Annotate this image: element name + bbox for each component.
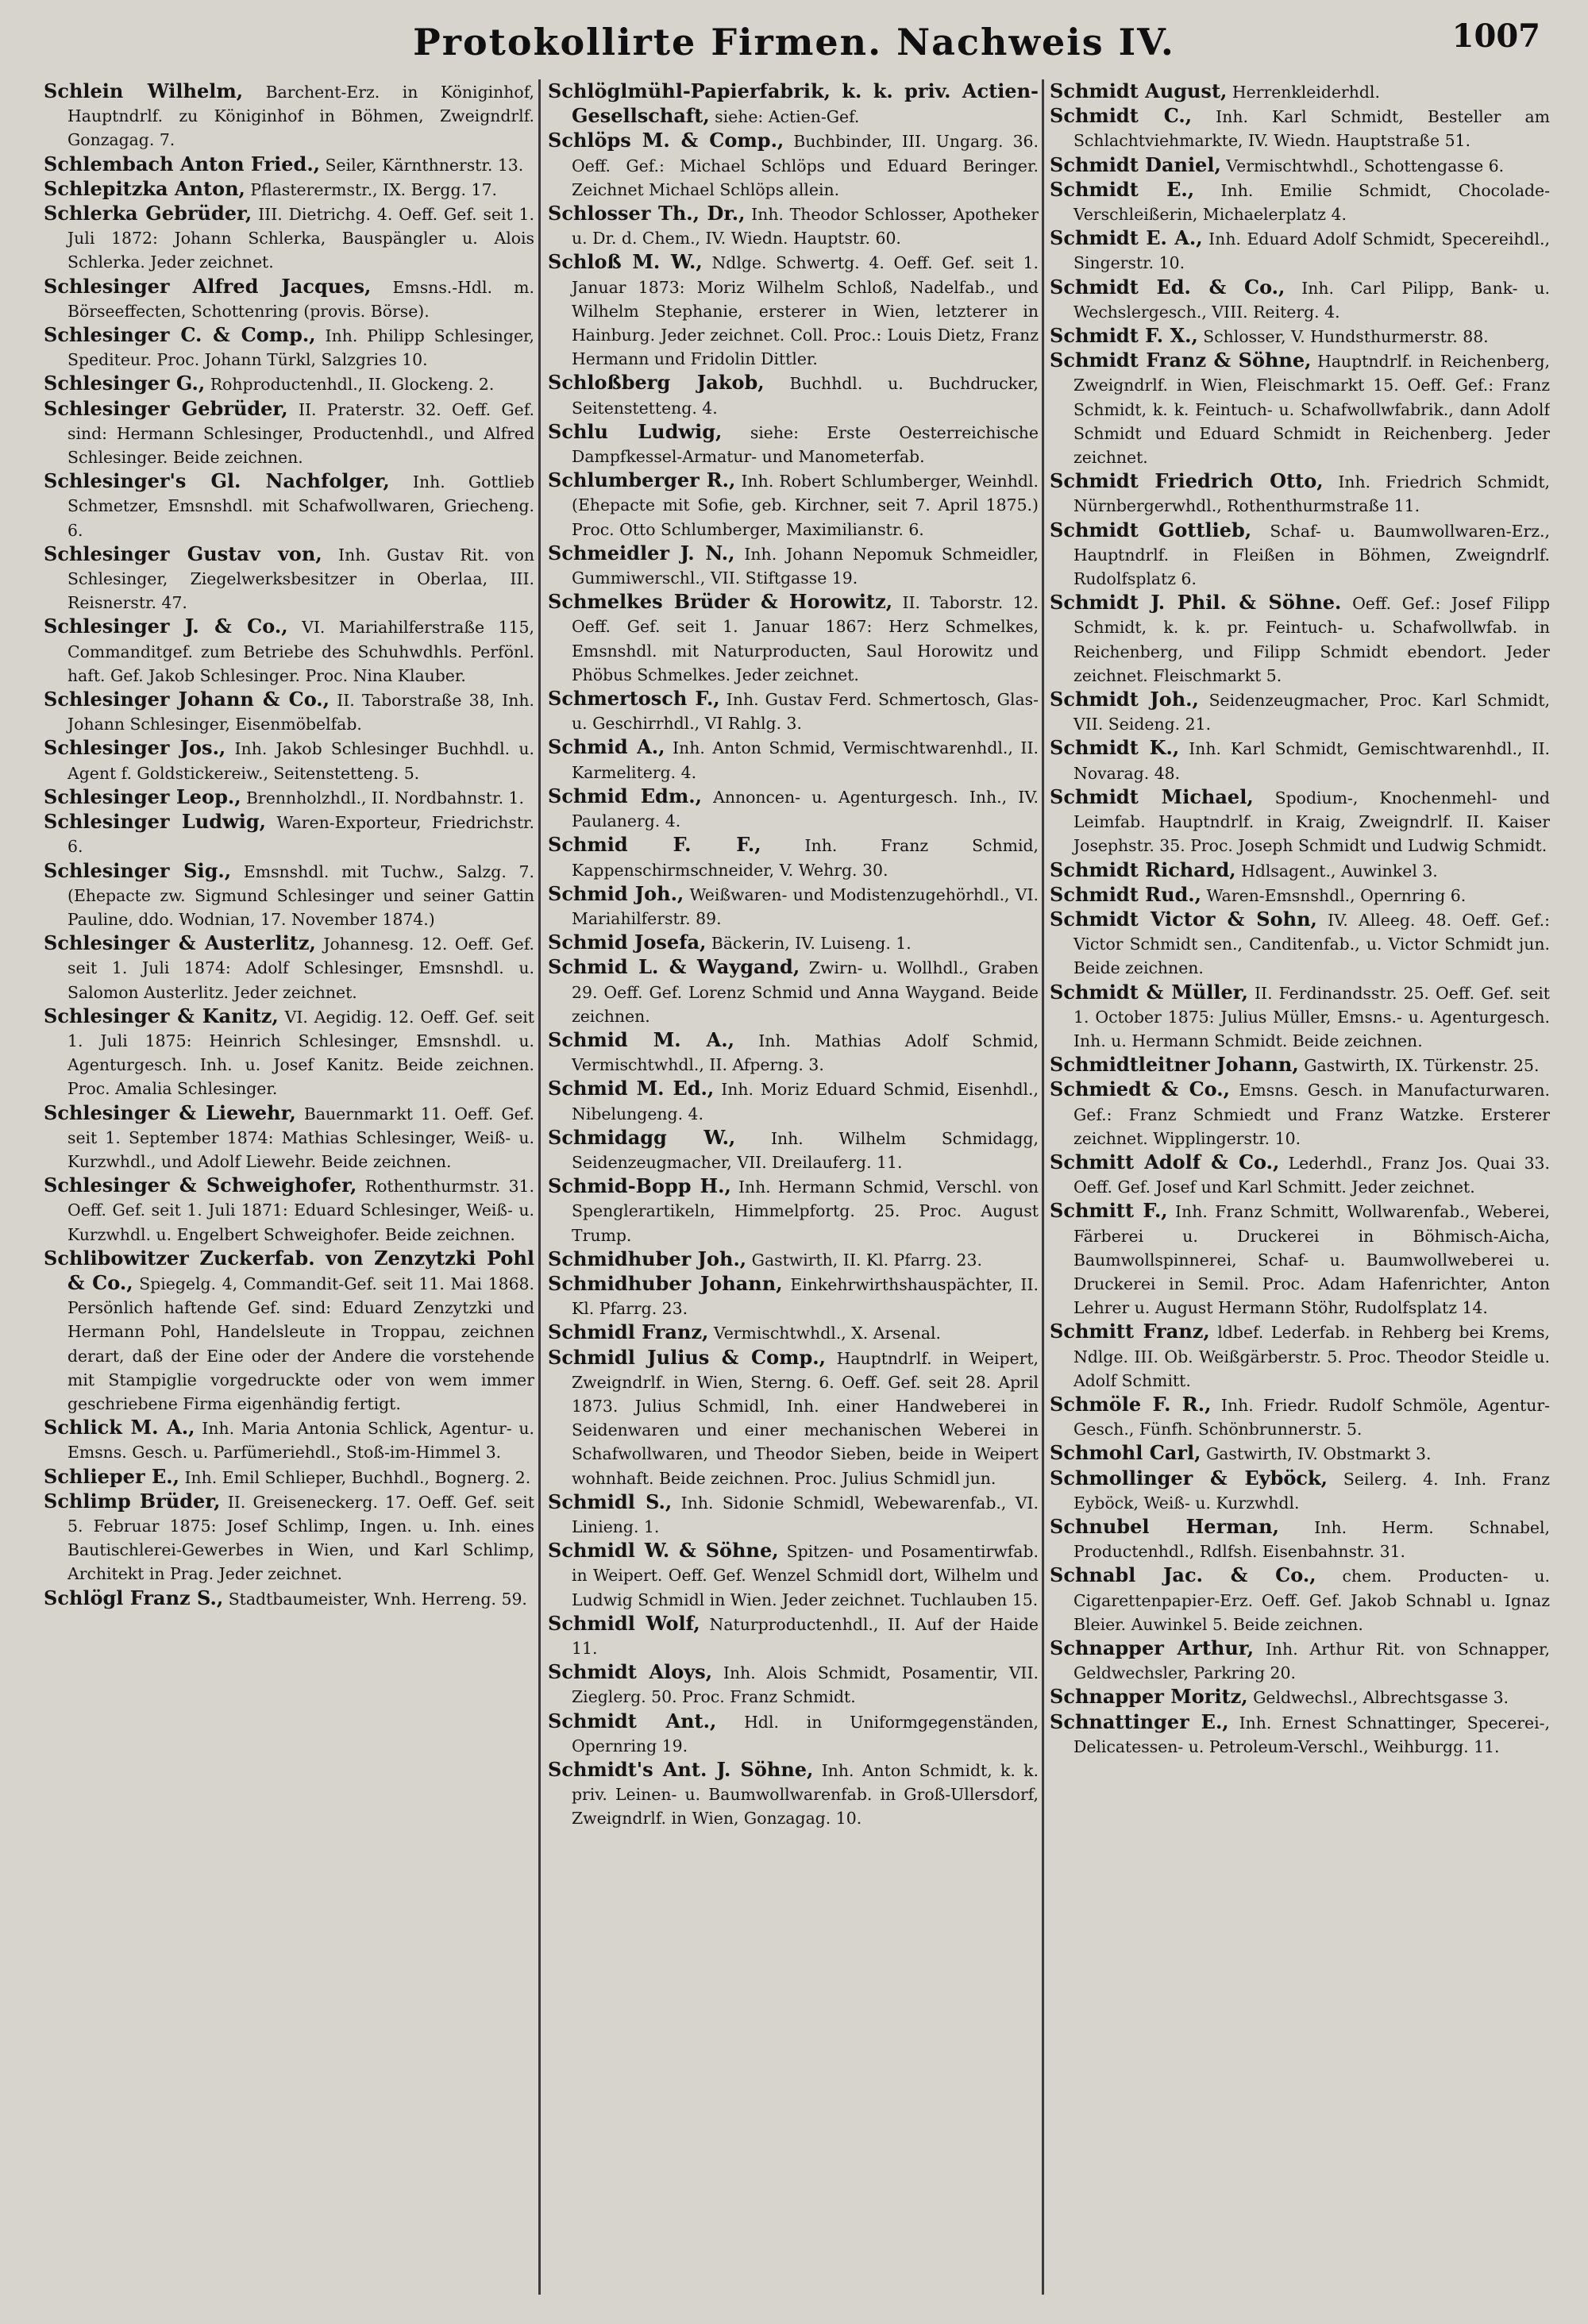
- directory-entry: [1050, 469, 1550, 518]
- firm-name: Schmidt Richard,: [1050, 858, 1236, 881]
- directory-entry: [1050, 1199, 1550, 1320]
- directory-entry: [548, 1272, 1039, 1320]
- firm-details: Inh. Hermann Schmid, Verschl. von Spenglerartikeln, Himmelpfortg. 25. Proc. August Trump.: [572, 1177, 1039, 1245]
- firm-details: Herrenkleiderhdl.: [1231, 83, 1380, 102]
- directory-entry: [548, 1758, 1039, 1831]
- directory-entry: [44, 469, 534, 542]
- firm-details: Inh. Maria Antonia Schlick, Agentur- u. Emsns. Gesch. u. Parfümeriehdl., Stoß-im-Himmel 3.: [67, 1419, 534, 1463]
- directory-entry: [44, 1490, 534, 1586]
- firm-details: Rohproductenhdl., II. Glockeng. 2.: [210, 375, 495, 395]
- firm-name: Schnapper Moritz,: [1050, 1685, 1248, 1709]
- firm-name: Schlumberger R.,: [548, 468, 736, 492]
- firm-name: Schlieper E.,: [44, 1464, 179, 1488]
- firm-name: Schmidt Rud.,: [1050, 882, 1202, 906]
- directory-entry: [44, 615, 534, 688]
- column-divider: [538, 79, 541, 2295]
- directory-entry: [548, 931, 1039, 955]
- firm-name: Schmidhuber Johann,: [548, 1271, 783, 1295]
- firm-details: Inh. Wilhelm Schmidagg, Seidenzeugmacher, VII. Dreilauferg. 11.: [572, 1128, 1039, 1172]
- firm-name: Schmidt Victor & Sohn,: [1050, 907, 1317, 931]
- firm-details: Buchhdl. u. Buchdrucker, Seitenstetteng. 4.: [572, 374, 1039, 418]
- firm-details: Ndlge. Schwertg. 4. Oeff. Gef. seit 1. Januar 1873: Moriz Wilhelm Schloß, Nadelfab., und Wilhelm Stephanie, ersterer in Wien, letzterer in Hainburg. Jeder zeichnet. Coll. Proc.: Louis Dietz, Franz Hermann und Fridolin Dittler.: [572, 253, 1039, 369]
- firm-details: Inh. Johann Nepomuk Schmeidler, Gummiwerschl., VII. Stiftgasse 19.: [572, 544, 1039, 588]
- firm-name: Schmid Edm.,: [548, 784, 702, 807]
- firm-name: Schnapper Arthur,: [1050, 1636, 1255, 1659]
- firm-name: Schmidt Aloys,: [548, 1660, 713, 1684]
- page-header: [0, 14, 1588, 70]
- directory-entry: [548, 1174, 1039, 1247]
- firm-name: Schlesinger G.,: [44, 372, 206, 395]
- firm-name: Schlu Ludwig,: [548, 419, 723, 443]
- firm-details: Hauptndrlf. in Weipert, Zweigndrlf. in Wien, Sterng. 6. Oeff. Gef. seit 28. April 1873. Julius Schmidl, Inh. einer Handweberei in Seidenwaren und einer mechanischen Weberei in Schafwollwaren, und Theodor Sieben, beide in Weipert wohnhaft. Beide zeichnen. Proc. Julius Schmidl jun.: [572, 1348, 1039, 1488]
- directory-entry: [548, 784, 1039, 833]
- directory-entry: [1050, 785, 1550, 858]
- directory-entry: [548, 1539, 1039, 1612]
- directory-entry: [1050, 178, 1550, 226]
- firm-name: Schlesinger Johann & Co.,: [44, 688, 330, 711]
- directory-entry: [548, 590, 1039, 687]
- firm-details: Vermischtwhdl., X. Arsenal.: [713, 1324, 942, 1343]
- firm-details: Gastwirth, IV. Obstmarkt 3.: [1205, 1444, 1432, 1464]
- directory-entry: [44, 810, 534, 858]
- firm-details: Seidenzeugmacher, Proc. Karl Schmidt, VII. Seideng. 21.: [1073, 691, 1550, 734]
- firm-name: Schmohl Carl,: [1050, 1441, 1201, 1465]
- directory-entry: [44, 323, 534, 372]
- firm-name: Schmidt E.,: [1050, 177, 1195, 201]
- directory-entry: [548, 420, 1039, 468]
- firm-details: VI. Mariahilferstraße 115, Commanditgef. zum Betriebe des Schuhwdhls. Perfönl. haft. Gef. Jakob Schlesinger. Proc. Nina Klauber.: [67, 618, 534, 685]
- directory-entry: [44, 1247, 534, 1416]
- directory-entry: [548, 1709, 1039, 1758]
- firm-details: Hauptndrlf. in Reichenberg, Zweigndrlf. in Wien, Fleischmarkt 15. Oeff. Gef.: Franz Schmidt, k. k. Feintuch- u. Schafwollwfabrik., dann Adolf Schmidt und Eduard Schmidt in Reichenberg. Jeder zeichnet.: [1073, 352, 1550, 468]
- firm-name: Schlöps M. & Comp.,: [548, 129, 784, 152]
- directory-entry: [548, 1247, 1039, 1272]
- directory-entry: [1050, 1685, 1550, 1709]
- firm-name: Schmidt Daniel,: [1050, 152, 1221, 176]
- column-1: [44, 79, 534, 2303]
- firm-details: Inh. Moriz Eduard Schmid, Eisenhdl., Nibelungeng. 4.: [572, 1080, 1039, 1123]
- firm-name: Schlesinger Ludwig,: [44, 810, 266, 834]
- firm-details: siehe: Actien-Gef.: [715, 107, 860, 127]
- directory-entry: [548, 1077, 1039, 1125]
- directory-entry: [548, 129, 1039, 202]
- firm-name: Schmeidler J. N.,: [548, 541, 735, 565]
- firm-details: Inh. Karl Schmidt, Besteller am Schlachtviehmarkte, IV. Wiedn. Hauptstraße 51.: [1073, 107, 1550, 151]
- firm-name: Schmöle F. R.,: [1050, 1392, 1212, 1416]
- directory-entry: [548, 250, 1039, 371]
- firm-details: Annoncen- u. Agenturgesch. Inh., IV. Paulanerg. 4.: [572, 787, 1039, 831]
- directory-entry: [548, 1320, 1039, 1345]
- firm-details: chem. Producten- u. Cigarettenpapier-Erz. Oeff. Gef. Jakob Schnabl u. Ignaz Bleier. Auwinkel 5. Beide zeichnen.: [1073, 1567, 1550, 1634]
- column-3: [1050, 79, 1550, 2303]
- directory-entry: [44, 79, 534, 152]
- directory-entry: [1050, 908, 1550, 981]
- firm-details: Zwirn- u. Wollhdl., Graben 29. Oeff. Gef. Lorenz Schmid und Anna Waygand. Beide zeichnen.: [572, 958, 1039, 1026]
- firm-name: Schmitt Franz,: [1050, 1320, 1210, 1343]
- firm-name: Schlesinger & Kanitz,: [44, 1004, 279, 1027]
- directory-entry: [548, 687, 1039, 735]
- firm-details: Inh. Gottlieb Schmetzer, Emsnshdl. mit Schafwollwaren, Griecheng. 6.: [67, 472, 534, 540]
- directory-entry: [548, 468, 1039, 541]
- column-divider: [1042, 79, 1044, 2295]
- firm-details: Emsnshdl. mit Tuchw., Salzg. 7. (Ehepacte zw. Sigmund Schlesinger und seiner Gattin Pauline, ddo. Wodnian, 17. November 1874.): [67, 861, 534, 929]
- firm-name: Schmid Josefa,: [548, 931, 707, 954]
- firm-name: Schmidt F. X.,: [1050, 324, 1198, 348]
- firm-details: Inh. Gustav Ferd. Schmertosch, Glas- u. Geschirrhdl., VI Rahlg. 3.: [572, 690, 1039, 734]
- firm-name: Schlesinger Sig.,: [44, 858, 232, 882]
- firm-details: II. Greiseneckerg. 17. Oeff. Gef. seit 5. Februar 1875: Josef Schlimp, Ingen. u. Inh. eines Bautischlerei-Gewerbes in Wien, und Karl Schlimp, Architekt in Prag. Jeder zeichnet.: [67, 1492, 534, 1584]
- directory-entry: [1050, 276, 1550, 324]
- directory-entry: [44, 1416, 534, 1464]
- firm-details: Seiler, Kärnthnerstr. 13.: [325, 155, 524, 175]
- firm-details: II. Ferdinandsstr. 25. Oeff. Gef. seit 1. October 1875: Julius Müller, Emsns.- u. Agenturgesch. Inh. u. Hermann Schmidt. Beide zeichnen.: [1073, 983, 1550, 1050]
- directory-entry: [1050, 688, 1550, 736]
- firm-name: Schmidt's Ant. J. Söhne,: [548, 1758, 814, 1782]
- directory-entry: [1050, 1150, 1550, 1199]
- column-2: [548, 79, 1039, 2303]
- firm-name: Schlesinger Gebrüder,: [44, 396, 288, 420]
- directory-entry: [1050, 104, 1550, 152]
- page-title: Protokollirte Firmen. Nachweis IV.: [413, 21, 1175, 64]
- firm-name: Schmidt E. A.,: [1050, 226, 1203, 250]
- firm-details: Lederhdl., Franz Jos. Quai 33. Oeff. Gef. Josef und Karl Schmitt. Jeder zeichnet.: [1073, 1153, 1550, 1197]
- directory-entry: [44, 931, 534, 1004]
- directory-entry: [548, 541, 1039, 590]
- firm-details: Johannesg. 12. Oeff. Gef. seit 1. Juli 1874: Adolf Schlesinger, Emsnshdl. u. Salomon Austerlitz. Jeder zeichnet.: [67, 935, 534, 1002]
- firm-details: Weißwaren- und Modistenzugehörhdl., VI. Mariahilferstr. 89.: [572, 885, 1039, 928]
- firm-details: Inh. Sidonie Schmidl, Webewarenfab., VI. Linieng. 1.: [572, 1493, 1039, 1536]
- firm-details: Gastwirth, II. Kl. Pfarrg. 23.: [751, 1250, 982, 1270]
- firm-name: Schmidt Ed. & Co.,: [1050, 275, 1285, 299]
- page-number: 1007: [1451, 17, 1540, 55]
- firm-name: Schlögl Franz S.,: [44, 1586, 224, 1609]
- firm-name: Schlesinger & Schweighofer,: [44, 1174, 357, 1197]
- directory-entry: [44, 397, 534, 470]
- firm-name: Schmitt F.,: [1050, 1199, 1168, 1223]
- firm-name: Schlein Wilhelm,: [44, 79, 244, 102]
- firm-name: Schnubel Herman,: [1050, 1514, 1279, 1538]
- firm-details: Buchbinder, III. Ungarg. 36. Oeff. Gef.: Michael Schlöps und Eduard Beringer. Zeichnet Michael Schlöps allein.: [572, 132, 1039, 199]
- firm-name: Schmidhuber Joh.,: [548, 1247, 747, 1270]
- firm-details: Spiegelg. 4, Commandit-Gef. seit 11. Mai 1868. Persönlich haftende Gef. sind: Eduard Zenzytzki und Hermann Pohl, Handelsleute in Troppau, zeichnen derart, daß der Eine oder der Andere die vorstehende mit Stampiglie vorgedruckte oder von wem immer geschriebene Firma eigenhändig fertigt.: [67, 1274, 534, 1413]
- firm-details: Inh. Mathias Adolf Schmid, Vermischtwhdl., II. Afperng. 3.: [572, 1031, 1039, 1075]
- firm-details: Geldwechsl., Albrechtsgasse 3.: [1253, 1688, 1509, 1708]
- directory-entry: [1050, 1320, 1550, 1393]
- firm-details: Stadtbaumeister, Wnh. Herreng. 59.: [228, 1589, 527, 1609]
- firm-details: Inh. Carl Pilipp, Bank- u. Wechslergesch., VIII. Reiterg. 4.: [1073, 278, 1550, 322]
- firm-details: II. Taborstraße 38, Inh. Johann Schlesinger, Eisenmöbelfab.: [67, 691, 534, 734]
- directory-entry: [1050, 591, 1550, 688]
- firm-name: Schmidt Franz & Söhne,: [1050, 349, 1312, 372]
- firm-name: Schmidl Julius & Comp.,: [548, 1345, 826, 1369]
- directory-entry: [1050, 1053, 1550, 1077]
- firm-details: Bäckerin, IV. Luiseng. 1.: [711, 934, 912, 954]
- firm-name: Schmelkes Brüder & Horowitz,: [548, 590, 893, 614]
- firm-name: Schlesinger & Liewehr,: [44, 1100, 296, 1124]
- firm-details: Inh. Emil Schlieper, Buchhdl., Bognerg. 2.: [184, 1467, 531, 1487]
- firm-name: Schlesinger's Gl. Nachfolger,: [44, 469, 390, 493]
- firm-details: Inh. Jakob Schlesinger Buchhdl. u. Agent f. Goldstickereiw., Seitenstetteng. 5.: [67, 739, 534, 783]
- directory-entry: [548, 955, 1039, 1028]
- firm-details: II. Taborstr. 12. Oeff. Gef. seit 1. Januar 1867: Herz Schmelkes, Emsnshdl. mit Naturproducten, Saul Horowitz und Phöbus Schmelkes. Jeder zeichnet.: [572, 593, 1039, 684]
- directory-entry: [1050, 79, 1550, 104]
- firm-details: Inh. Friedrich Schmidt, Nürnbergerwhdl., Rothenthurmstraße 11.: [1073, 472, 1550, 516]
- firm-details: II. Praterstr. 32. Oeff. Gef. sind: Hermann Schlesinger, Productenhdl., und Alfred Schlesinger. Beide zeichnen.: [67, 399, 534, 468]
- directory-entry: [1050, 226, 1550, 275]
- firm-name: Schmollinger & Eyböck,: [1050, 1466, 1328, 1490]
- directory-entry: [1050, 1393, 1550, 1441]
- firm-name: Schmidt J. Phil. & Söhne.: [1050, 591, 1342, 615]
- firm-name: Schlosser Th., Dr.,: [548, 202, 746, 225]
- firm-name: Schmid M. A.,: [548, 1027, 735, 1051]
- firm-name: Schlimp Brüder,: [44, 1489, 221, 1513]
- directory-entry: [1050, 1563, 1550, 1636]
- firm-details: Gastwirth, IX. Türkenstr. 25.: [1304, 1056, 1540, 1076]
- firm-name: Schloß M. W.,: [548, 250, 703, 274]
- directory-entry: [44, 1465, 534, 1490]
- firm-details: Inh. Arthur Rit. von Schnapper, Geldwechsler, Parkring 20.: [1073, 1640, 1550, 1683]
- directory-entry: [1050, 1710, 1550, 1759]
- firm-details: Waren-Emsnshdl., Opernring 6.: [1206, 885, 1467, 905]
- firm-name: Schmidl S.,: [548, 1490, 673, 1513]
- directory-entry: [44, 542, 534, 615]
- firm-details: Emsns.-Hdl. m. Börseeffecten, Schottenring (provis. Börse).: [67, 277, 534, 321]
- firm-name: Schmidt August,: [1050, 79, 1228, 102]
- directory-entry: [548, 1126, 1039, 1174]
- firm-details: siehe: Erste Oesterreichische Dampfkessel-Armatur- und Manometerfab.: [572, 422, 1039, 467]
- firm-details: ldbef. Lederfab. in Rehberg bei Krems, Ndlge. III. Ob. Weißgärberstr. 5. Proc. Theodor Steidle u. Adolf Schmitt.: [1073, 1323, 1550, 1390]
- directory-entry: [548, 1612, 1039, 1660]
- firm-details: Pflasterermstr., IX. Bergg. 17.: [250, 179, 497, 199]
- firm-name: Schlesinger Gustav von,: [44, 541, 322, 565]
- directory-entry: [44, 688, 534, 736]
- directory-entry: [1050, 153, 1550, 178]
- directory-entry: [44, 1004, 534, 1101]
- firm-name: Schmidt Michael,: [1050, 784, 1254, 808]
- directory-entry: [548, 1490, 1039, 1539]
- firm-details: Inh. Karl Schmidt, Gemischtwarenhdl., II. Novarag. 48.: [1073, 739, 1550, 783]
- directory-entry: [44, 275, 534, 323]
- directory-entry: [44, 152, 534, 177]
- directory-entry: [548, 1028, 1039, 1077]
- firm-details: Naturproductenhdl., II. Auf der Haide 11.: [572, 1614, 1039, 1658]
- firm-details: Spitzen- und Posamentirwfab. in Weipert. Oeff. Gef. Wenzel Schmidl dort, Wilhelm und Ludwig Schmidl in Wien. Jeder zeichnet. Tuchlauben 15.: [572, 1542, 1039, 1609]
- firm-details: Inh. Philipp Schlesinger, Spediteur. Proc. Johann Türkl, Salzgries 10.: [67, 326, 534, 370]
- directory-entry: [1050, 1636, 1550, 1685]
- firm-details: Inh. Herm. Schnabel, Productenhdl., Rdlfsh. Eisenbahnstr. 31.: [1073, 1517, 1550, 1562]
- directory-entry: [548, 371, 1039, 419]
- directory-entry: [44, 372, 534, 396]
- firm-details: Inh. Anton Schmidt, k. k. priv. Leinen- u. Baumwollwarenfab. in Groß-Ullersdorf, Zweigndrlf. in Wien, Gonzagag. 10.: [572, 1761, 1039, 1829]
- firm-details: Barchent-Erz. in Königinhof, Hauptndrlf. zu Königinhof in Böhmen, Zweigndrlf. Gonzagag. 7.: [67, 83, 534, 150]
- firm-details: Inh. Franz Schmid, Kappenschirmschneider, V. Wehrg. 30.: [572, 836, 1039, 880]
- firm-details: Seilerg. 4. Inh. Franz Eyböck, Weiß- u. Kurzwhdl.: [1073, 1469, 1550, 1513]
- firm-details: Einkehrwirthshauspächter, II. Kl. Pfarrg. 23.: [572, 1274, 1039, 1319]
- directory-entry: [1050, 349, 1550, 469]
- directory-entry: [1050, 1466, 1550, 1515]
- firm-name: Schmidt & Müller,: [1050, 980, 1248, 1004]
- firm-name: Schnabl Jac. & Co.,: [1050, 1563, 1316, 1587]
- firm-name: Schlepitzka Anton,: [44, 176, 245, 200]
- firm-name: Schlesinger J. & Co.,: [44, 615, 288, 638]
- firm-name: Schlesinger & Austerlitz,: [44, 931, 316, 955]
- firm-details: Inh. Robert Schlumberger, Weinhdl. (Ehepacte mit Sofie, geb. Kirchner, seit 7. April 1875.) Proc. Otto Schlumberger, Maximilianstr. 6.: [572, 472, 1039, 539]
- directory-entry: [1050, 1077, 1550, 1150]
- firm-name: Schmidl Wolf,: [548, 1611, 700, 1635]
- directory-entry: [44, 736, 534, 784]
- firm-details: Vermischtwhdl., Schottengasse 6.: [1226, 156, 1505, 175]
- firm-details: Rothenthurmstr. 31. Oeff. Gef. seit 1. Juli 1871: Eduard Schlesinger, Weiß- u. Kurzwhdl. u. Engelbert Schweighofer. Beide zeichnen.: [67, 1177, 534, 1244]
- firm-details: Bauernmarkt 11. Oeff. Gef. seit 1. September 1874: Mathias Schlesinger, Weiß- u. Kurzwhdl., und Adolf Liewehr. Beide zeichnen.: [67, 1104, 534, 1171]
- directory-entry: [44, 202, 534, 275]
- firm-name: Schlembach Anton Fried.,: [44, 152, 321, 175]
- directory-entry: [548, 202, 1039, 250]
- directory-entry: [548, 1660, 1039, 1709]
- directory-entry: [548, 735, 1039, 784]
- directory-entry: [44, 859, 534, 932]
- firm-details: Inh. Friedr. Rudolf Schmöle, Agentur-Gesch., Fünfh. Schönbrunnerstr. 5.: [1073, 1395, 1550, 1439]
- firm-name: Schmidt Ant.,: [548, 1709, 717, 1732]
- firm-name: Schlesinger C. & Comp.,: [44, 323, 316, 347]
- directory-entry: [1050, 883, 1550, 908]
- firm-name: Schloßberg Jakob,: [548, 371, 765, 395]
- firm-name: Schmidl W. & Söhne,: [548, 1539, 779, 1563]
- directory-entry: [1050, 981, 1550, 1054]
- firm-name: Schmidagg W.,: [548, 1125, 736, 1149]
- directory-entry: [1050, 736, 1550, 784]
- firm-name: Schmid L. & Waygand,: [548, 955, 800, 979]
- firm-details: Inh. Eduard Adolf Schmidt, Specereihdl., Singerstr. 10.: [1073, 229, 1550, 273]
- firm-name: Schlesinger Alfred Jacques,: [44, 274, 372, 298]
- firm-name: Schlibowitzer Zuckerfab. von Zenzytzki Pohl & Co.,: [44, 1246, 534, 1294]
- directory-entry: [548, 79, 1039, 129]
- firm-name: Schmid A.,: [548, 735, 665, 759]
- firm-name: Schmid F. F.,: [548, 833, 761, 857]
- firm-name: Schmid Joh.,: [548, 881, 684, 905]
- firm-details: Schlosser, V. Hundsthurmerstr. 88.: [1203, 327, 1489, 347]
- firm-name: Schmiedt & Co.,: [1050, 1077, 1230, 1101]
- firm-details: III. Dietrichg. 4. Oeff. Gef. seit 1. Juli 1872: Johann Schlerka, Bauspängler u. Alois Schlerka. Jeder zeichnet.: [67, 205, 534, 272]
- firm-details: Waren-Exporteur, Friedrichstr. 6.: [67, 813, 534, 857]
- directory-entry: [548, 882, 1039, 931]
- firm-details: Emsns. Gesch. in Manufacturwaren. Gef.: Franz Schmiedt und Franz Watzke. Ersterer zeichnet. Wipplingerstr. 10.: [1073, 1081, 1550, 1148]
- firm-name: Schlerka Gebrüder,: [44, 202, 252, 225]
- firm-name: Schmidt Friedrich Otto,: [1050, 469, 1324, 493]
- firm-name: Schmidl Franz,: [548, 1320, 709, 1344]
- firm-details: Inh. Franz Schmitt, Wollwarenfab., Weberei, Färberei u. Druckerei in Böhmisch-Aicha, Baumwollspinnerei, Schaf- u. Baumwollweberei u. Druckerei in Semil. Proc. Adam Hafenrichter, Anton Lehrer u. August Hermann Stöhr, Rudolfsplatz 14.: [1073, 1202, 1550, 1318]
- firm-details: Spodium-, Knochenmehl- und Leimfab. Hauptndrlf. in Kraig, Zweigndrlf. II. Kaiser Josephstr. 35. Proc. Joseph Schmidt und Ludwig Schmidt.: [1073, 788, 1550, 856]
- firm-name: Schmidt Gottlieb,: [1050, 518, 1252, 541]
- firm-name: Schmidt C.,: [1050, 104, 1193, 128]
- firm-name: Schmidt Joh.,: [1050, 688, 1199, 711]
- firm-name: Schlöglmühl-Papierfabrik, k. k. priv. Actien-Gesellschaft,: [548, 79, 1039, 128]
- firm-details: VI. Aegidig. 12. Oeff. Gef. seit 1. Juli 1875: Heinrich Schlesinger, Emsnshdl. u. Agenturgesch. Inh. u. Josef Kanitz. Beide zeichnen. Proc. Amalia Schlesinger.: [67, 1007, 534, 1099]
- firm-details: Oeff. Gef.: Josef Filipp Schmidt, k. k. pr. Feintuch- u. Schafwollwfab. in Reichenberg, und Filipp Schmidt ebendort. Jeder zeichnet. Fleischmarkt 5.: [1073, 594, 1550, 685]
- directory-entry: [44, 177, 534, 202]
- firm-details: Inh. Ernest Schnattinger, Specerei-, Delicatessen- u. Petroleum-Verschl., Weihburgg. 11.: [1073, 1713, 1550, 1756]
- firm-details: Inh. Alois Schmidt, Posamentir, VII. Zieglerg. 50. Proc. Franz Schmidt.: [572, 1663, 1039, 1707]
- firm-name: Schmid-Bopp H.,: [548, 1174, 731, 1198]
- firm-name: Schlesinger Jos.,: [44, 736, 226, 760]
- directory-entry: [548, 833, 1039, 881]
- firm-name: Schlick M. A.,: [44, 1416, 195, 1439]
- firm-details: Inh. Gustav Rit. von Schlesinger, Ziegelwerksbesitzer in Oberlaa, III. Reisnerstr. 47.: [67, 545, 534, 613]
- firm-details: Schaf- u. Baumwollwaren-Erz., Hauptndrlf. in Fleißen in Böhmen, Zweigndrlf. Rudolfsplatz 6.: [1073, 521, 1550, 589]
- firm-name: Schmidtleitner Johann,: [1050, 1053, 1299, 1077]
- directory-entry: [548, 1346, 1039, 1490]
- directory-entry: [44, 1586, 534, 1611]
- directory-entry: [1050, 858, 1550, 883]
- firm-name: Schmidt K.,: [1050, 736, 1180, 760]
- directory-entry: [44, 1101, 534, 1174]
- firm-name: Schlesinger Leop.,: [44, 784, 241, 808]
- firm-details: Inh. Theodor Schlosser, Apotheker u. Dr. d. Chem., IV. Wiedn. Hauptstr. 60.: [572, 205, 1039, 249]
- directory-entry: [1050, 1441, 1550, 1466]
- directory-entry: [1050, 518, 1550, 592]
- firm-details: Inh. Emilie Schmidt, Chocolade-Verschleißerin, Michaelerplatz 4.: [1073, 180, 1550, 225]
- firm-details: Hdlsagent., Auwinkel 3.: [1241, 861, 1438, 881]
- firm-name: Schmid M. Ed.,: [548, 1077, 715, 1100]
- firm-name: Schnattinger E.,: [1050, 1709, 1229, 1733]
- firm-name: Schmertosch F.,: [548, 687, 720, 711]
- directory-entry: [44, 785, 534, 810]
- firm-details: Brennholzhdl., II. Nordbahnstr. 1.: [246, 788, 524, 807]
- firm-details: Inh. Anton Schmid, Vermischtwarenhdl., II. Karmeliterg. 4.: [572, 738, 1039, 782]
- directory-entry: [1050, 1515, 1550, 1563]
- directory-entry: [1050, 324, 1550, 349]
- directory-entry: [44, 1174, 534, 1247]
- firm-name: Schmitt Adolf & Co.,: [1050, 1150, 1280, 1174]
- firm-details: IV. Alleeg. 48. Oeff. Gef.: Victor Schmidt sen., Canditenfab., u. Victor Schmidt jun. Beide zeichnen.: [1073, 910, 1550, 978]
- firm-details: Hdl. in Uniformgegenständen, Opernring 19.: [572, 1712, 1039, 1756]
